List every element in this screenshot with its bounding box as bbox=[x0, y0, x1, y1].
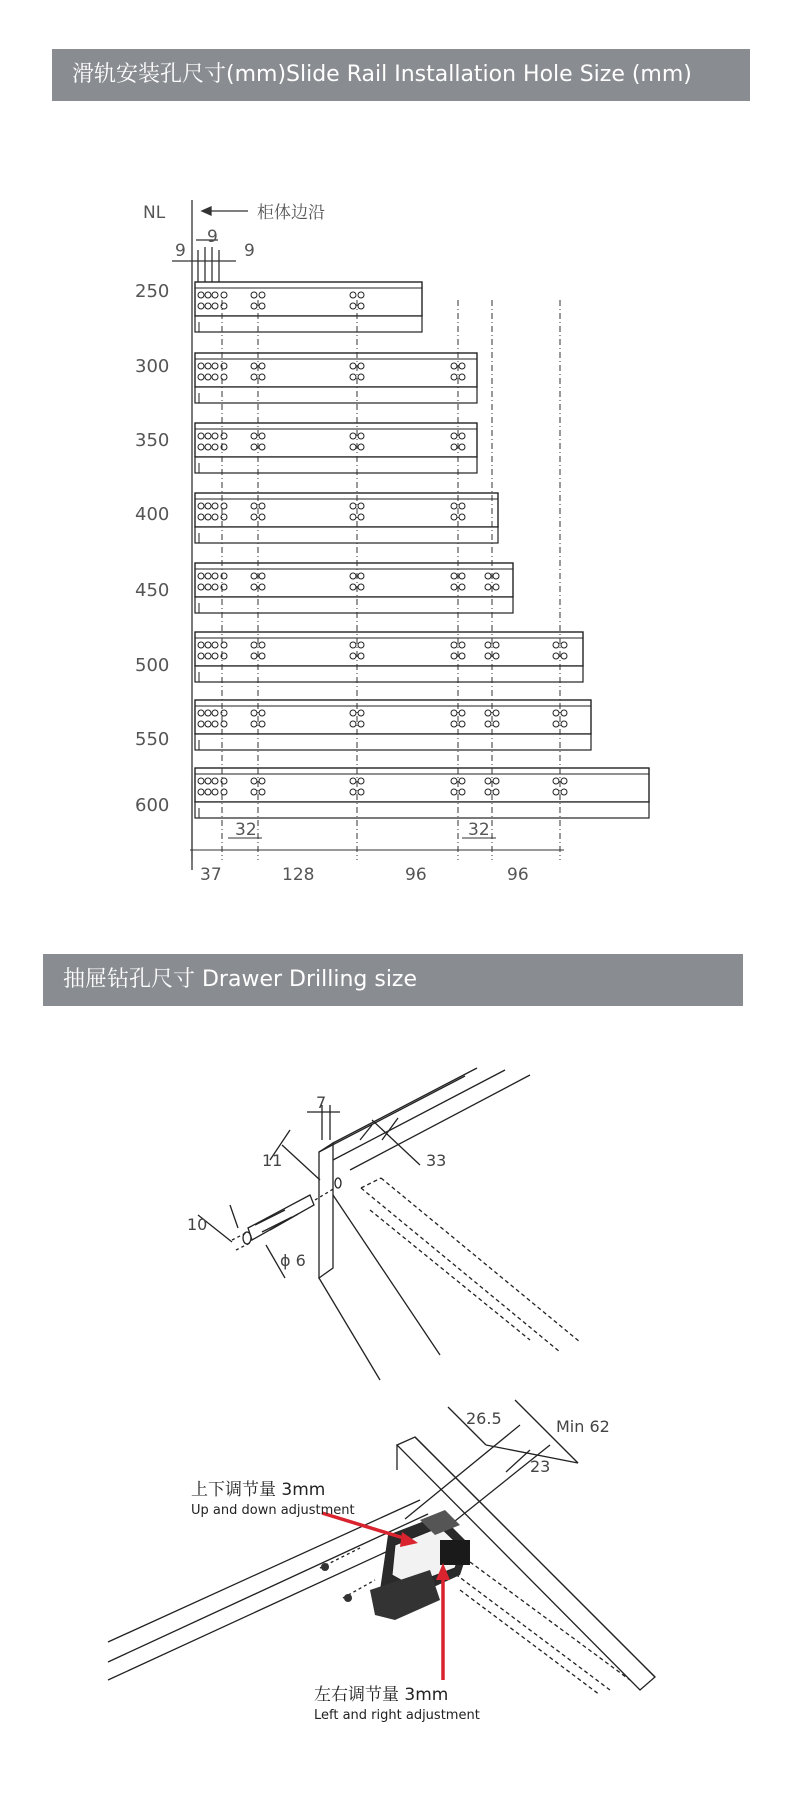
rail-body bbox=[195, 493, 498, 527]
drawer-drilling-diagram bbox=[0, 1010, 790, 1820]
dim-min62: Min 62 bbox=[556, 1417, 610, 1436]
length-label: 350 bbox=[135, 430, 170, 451]
dim-7: 7 bbox=[316, 1093, 327, 1112]
dim-32-left: 32 bbox=[235, 820, 257, 840]
rail-flange bbox=[195, 734, 591, 750]
rail-row bbox=[195, 282, 422, 332]
adjustment-clip bbox=[321, 1510, 470, 1620]
rail-body bbox=[195, 423, 477, 457]
updown-label-en: Up and down adjustment bbox=[191, 1503, 355, 1518]
dim-10: 10 bbox=[187, 1215, 208, 1234]
dim-9-right: 9 bbox=[244, 241, 255, 261]
rail-body bbox=[195, 353, 477, 387]
length-label: 500 bbox=[135, 655, 170, 676]
dim-23: 23 bbox=[530, 1457, 551, 1476]
leftright-label-en: Left and right adjustment bbox=[314, 1708, 480, 1723]
rail-flange bbox=[195, 387, 477, 403]
rail-row bbox=[195, 632, 583, 682]
drawer-panel-drawing bbox=[198, 1068, 580, 1380]
updown-label-cn: 上下调节量 3mm bbox=[191, 1480, 326, 1500]
rail-flange bbox=[195, 597, 513, 613]
rail-body bbox=[195, 632, 583, 666]
dim-26-5: 26.5 bbox=[466, 1409, 502, 1428]
rail-flange bbox=[195, 666, 583, 682]
rail-body bbox=[195, 563, 513, 597]
rail-body bbox=[195, 768, 649, 802]
dim-9-top: 9 bbox=[207, 227, 218, 247]
rail-flange bbox=[195, 457, 477, 473]
length-label: 600 bbox=[135, 795, 170, 816]
dim-96-b: 96 bbox=[507, 865, 529, 885]
section-title-drawer: 抽屉钻孔尺寸 Drawer Drilling size bbox=[43, 954, 743, 1006]
rail-flange bbox=[195, 316, 422, 332]
nl-label: NL bbox=[143, 203, 166, 223]
dim-128: 128 bbox=[282, 865, 315, 885]
rail-body bbox=[195, 282, 422, 316]
length-label: 450 bbox=[135, 580, 170, 601]
leftright-label-cn: 左右调节量 3mm bbox=[314, 1685, 449, 1705]
length-label: 550 bbox=[135, 729, 170, 750]
section-title-rail: 滑轨安装孔尺寸(mm)Slide Rail Installation Hole Size (mm) bbox=[52, 49, 750, 101]
dim-96-a: 96 bbox=[405, 865, 427, 885]
rail-row bbox=[195, 493, 498, 543]
dim-9-left: 9 bbox=[175, 241, 186, 261]
rail-row bbox=[195, 563, 513, 613]
cabinet-edge-label: 柜体边沿 bbox=[257, 203, 325, 223]
rail-body bbox=[195, 700, 591, 734]
length-label: 300 bbox=[135, 356, 170, 377]
length-label: 250 bbox=[135, 281, 170, 302]
rail-row bbox=[195, 700, 591, 750]
length-label: 400 bbox=[135, 504, 170, 525]
dim-37: 37 bbox=[200, 865, 222, 885]
edge-arrowhead bbox=[202, 207, 211, 215]
rail-flange bbox=[195, 527, 498, 543]
dim-32-right: 32 bbox=[468, 820, 490, 840]
dim-phi6: ϕ 6 bbox=[280, 1251, 306, 1270]
rail-row bbox=[195, 423, 477, 473]
dim-11: 11 bbox=[262, 1151, 283, 1170]
rail-flange bbox=[195, 802, 649, 818]
adjustment-drawing bbox=[108, 1400, 655, 1695]
rail-row bbox=[195, 768, 649, 818]
rail-row bbox=[195, 353, 477, 403]
dim-33: 33 bbox=[426, 1151, 447, 1170]
